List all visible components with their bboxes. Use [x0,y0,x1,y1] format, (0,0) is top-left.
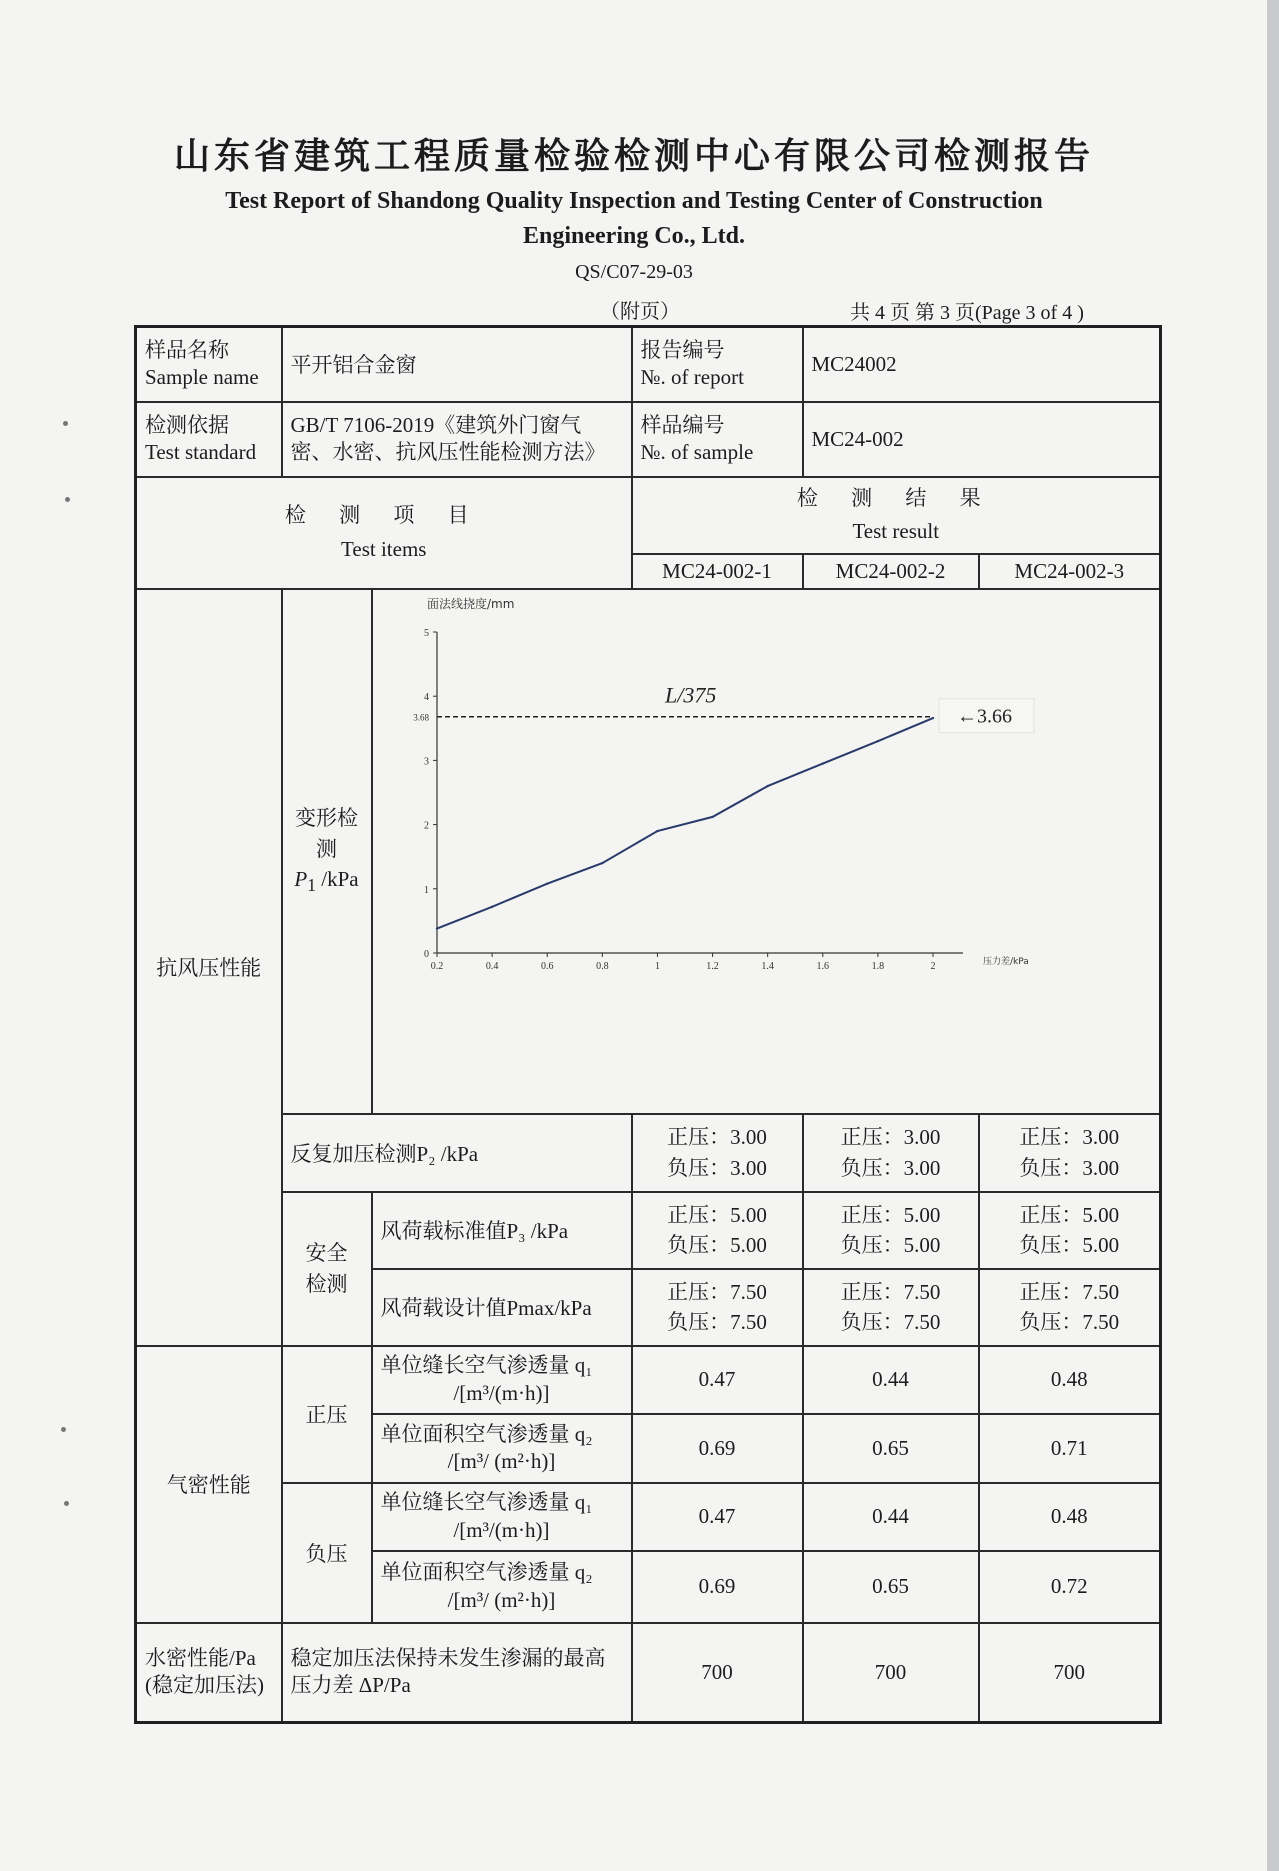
x-tick-label: 0.8 [595,960,609,972]
deformation-chart-cell [372,589,1161,1114]
water-value-1: 700 [632,1623,803,1723]
test-standard-label: 检测依据 Test standard [136,402,282,477]
water-tightness-group: 水密性能/Pa (稳定加压法) [136,1623,282,1723]
p3-label: 风荷载标准值P₃ /kPa [372,1192,632,1269]
deflection-point [711,815,713,817]
p3-value-2: 正压：5.00 负压：5.00 [803,1192,979,1269]
test-standard-value: GB/T 7106-2019《建筑外门窗气密、水密、抗风压性能检测方法》 [282,402,632,477]
deflection-point [490,905,492,907]
repeat-value-3: 正压：3.00 负压：3.00 [979,1114,1161,1192]
x-tick-label: 1.2 [705,960,719,972]
sample-name-value: 平开铝合金窗 [282,327,632,402]
neg-q2-value-2: 0.65 [803,1551,979,1623]
deflection-point [435,927,437,929]
sample-no-label: 样品编号 №. of sample [632,402,803,477]
threshold-tick-label: 3.68 [412,712,429,723]
wind-pressure-group: 抗风压性能 [136,589,282,1346]
pmax-value-1: 正压：7.50 负压：7.50 [632,1269,803,1346]
report-title-cn: 山东省建筑工程质量检验检测中心有限公司检测报告 [173,135,1094,177]
repeat-value-2: 正压：3.00 负压：3.00 [803,1114,979,1192]
x-tick-label: 0.4 [485,960,498,972]
repeat-pressure-label: 反复加压检测P₂ /kPa [282,1114,632,1192]
p3-value-3: 正压：5.00 负压：5.00 [979,1192,1161,1269]
pos-q2-value-2: 0.65 [803,1414,979,1483]
water-value-2: 700 [803,1623,979,1723]
y-tick-label: 3 [423,756,429,768]
test-items-header: 检 测 项 目 Test items [136,477,632,589]
deflection-series-line [437,718,933,929]
sample-col-3: MC24-002-3 [979,554,1161,589]
pos-q1-value-3: 0.48 [979,1346,1161,1414]
sample-no-value: MC24-002 [803,402,1161,477]
sample-name-label: 样品名称 Sample name [136,327,282,402]
appendix-label: （附页） [600,301,680,323]
pos-q1-label: 单位缝长空气渗透量 q₁ /[m³/(m·h)] [372,1346,632,1414]
repeat-value-1: 正压：3.00 负压：3.00 [632,1114,803,1192]
air-tightness-group: 气密性能 [136,1346,282,1623]
pos-q1-value-1: 0.47 [632,1346,803,1414]
y-tick-label: 0 [423,948,429,960]
document-code: QS/C07-29-03 [575,261,693,283]
pmax-value-2: 正压：7.50 负压：7.50 [803,1269,979,1346]
deflection-pressure-chart [373,590,1157,1113]
neg-q2-label: 单位面积空气渗透量 q₂ /[m³/ (m²·h)] [372,1551,632,1623]
neg-q1-value-3: 0.48 [979,1483,1161,1551]
water-tightness-desc: 稳定加压法保持未发生渗漏的最高压力差 ΔP/Pa [282,1623,632,1723]
x-tick-label: 1.6 [816,960,829,972]
x-tick-label: 0.6 [540,960,553,972]
p3-value-1: 正压：5.00 负压：5.00 [632,1192,803,1269]
speck [61,1427,66,1432]
neg-q1-value-1: 0.47 [632,1483,803,1551]
x-tick-label: 2 [930,960,935,972]
water-value-3: 700 [979,1623,1161,1723]
speck [64,1501,69,1506]
end-annotation: ←3.66 [956,705,1012,728]
deformation-label: 变形检 测 $P_1$ /kPa [282,589,372,1114]
x-tick-label: 0.2 [430,960,443,972]
deflection-point [821,762,823,764]
neg-q1-label: 单位缝长空气渗透量 q₁ /[m³/(m·h)] [372,1483,632,1551]
air-negative-label: 负压 [282,1483,372,1623]
x-tick-label: 1 [654,960,660,972]
y-tick-label: 4 [423,691,429,703]
x-tick-label: 1.8 [871,960,884,972]
pos-q1-value-2: 0.44 [803,1346,979,1414]
deflection-point [931,717,933,719]
neg-q2-value-3: 0.72 [979,1551,1161,1623]
pos-q2-label: 单位面积空气渗透量 q₂ /[m³/ (m²·h)] [372,1414,632,1483]
report-title-en-line2: Engineering Co., Ltd. [522,223,746,249]
deflection-point [601,862,603,864]
report-table [134,325,1162,1724]
y-tick-label: 1 [423,884,429,896]
neg-q2-value-1: 0.69 [632,1551,803,1623]
threshold-label: L/375 [664,682,716,708]
sample-col-1: MC24-002-1 [632,554,803,589]
y-axis-title: 面法线挠度/mm [426,596,514,611]
y-tick-label: 5 [423,627,429,639]
safety-test-label: 安全 检测 [282,1192,372,1346]
page-edge [1267,0,1279,1871]
x-tick-label: 1.4 [760,960,774,972]
pos-q2-value-3: 0.71 [979,1414,1161,1483]
pos-q2-value-1: 0.69 [632,1414,803,1483]
pmax-value-3: 正压：7.50 负压：7.50 [979,1269,1161,1346]
page-info: 共 4 页 第 3 页(Page 3 of 4 ) [850,302,1084,324]
neg-q1-value-2: 0.44 [803,1483,979,1551]
sample-col-2: MC24-002-2 [803,554,979,589]
speck [65,497,70,502]
deflection-point [876,740,878,742]
speck [63,421,68,426]
test-result-header: 检 测 结 果 Test result [632,477,1161,554]
deflection-point [546,882,548,884]
report-no-label: 报告编号 №. of report [632,327,803,402]
deflection-point [656,830,658,832]
report-no-value: MC24002 [803,327,1161,402]
deflection-point [766,785,768,787]
air-positive-label: 正压 [282,1346,372,1483]
report-title-en-line1: Test Report of Shandong Quality Inspection and Testing Center of Construction [225,188,1043,214]
x-axis-title: 压力差/kPa [982,956,1029,967]
pmax-label: 风荷载设计值Pmax/kPa [372,1269,632,1346]
y-tick-label: 2 [423,820,429,832]
